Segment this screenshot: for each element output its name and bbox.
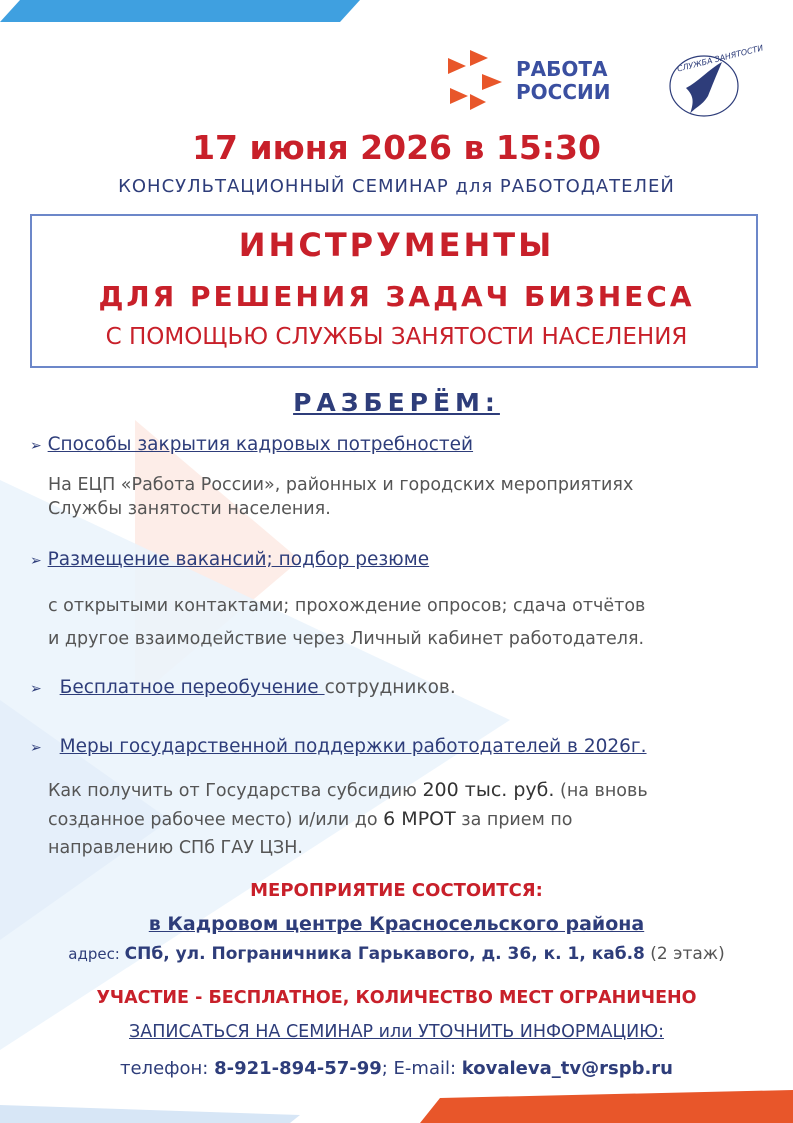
item-2-text-line-2: и другое взаимодействие через Личный кабинет работодателя. [48, 629, 645, 649]
sluzhba-logo-text: СЛУЖБА ЗАНЯТОСТИ [676, 43, 765, 74]
list-item-1-heading [30, 434, 473, 455]
item-2-text-line-1: с открытыми контактами; прохождение опросов; сдача отчётов [48, 596, 646, 616]
logo-text-line1: РАБОТА [516, 57, 608, 81]
item-4-title: Меры государственной поддержки работодателей в 2026г. [59, 736, 647, 757]
item-2-title: Размещение вакансий; подбор резюме [47, 549, 430, 570]
item-3-title-tail: сотрудников. [324, 677, 456, 698]
address-value: СПб, ул. Пограничника Гарькавого, д. 36, к. 1, каб.8 [124, 944, 645, 964]
list-item-2-heading [30, 549, 429, 570]
title-line-3: С ПОМОЩЬЮ СЛУЖБЫ ЗАНЯТОСТИ НАСЕЛЕНИЯ [105, 324, 688, 350]
item-2-text [48, 590, 778, 656]
email-label: ; E-mail: [381, 1058, 462, 1079]
item-1-text-line-1: На ЕЦП «Работа России», районных и городских мероприятиях [48, 475, 634, 495]
item-4-text-line-2 [48, 805, 788, 834]
item-4-line2-a: созданное рабочее место) и/или до [48, 810, 384, 830]
email-address[interactable]: kovaleva_tv@rspb.ru [461, 1058, 673, 1079]
subsidy-amount: 200 тыс. руб. [422, 779, 555, 801]
address-label: адрес: [68, 945, 125, 963]
list-item-3-heading [30, 677, 456, 698]
item-4-text [48, 776, 788, 862]
logo-text-line2: РОССИИ [516, 80, 611, 104]
event-heading: МЕРОПРИЯТИЕ СОСТОИТСЯ: [250, 880, 543, 901]
rabota-rossii-logo [442, 48, 622, 113]
item-3-title: Бесплатное переобучение [59, 677, 325, 698]
bullet-arrow-icon: ➢ [30, 438, 42, 454]
bullet-arrow-icon: ➢ [30, 681, 42, 697]
bullet-arrow-icon: ➢ [30, 740, 42, 756]
signup-link[interactable]: ЗАПИСАТЬСЯ НА СЕМИНАР или УТОЧНИТЬ ИНФОРМАЦИЮ: [129, 1022, 664, 1042]
section-heading: РАЗБЕРЁМ: [293, 388, 500, 417]
item-1-title: Способы закрытия кадровых потребностей [47, 434, 474, 455]
seminar-subtitle: КОНСУЛЬТАЦИОННЫЙ СЕМИНАР для РАБОТОДАТЕЛЕЙ [118, 176, 675, 197]
address-floor: (2 этаж) [644, 944, 725, 964]
participation-notice: УЧАСТИЕ - БЕСПЛАТНОЕ, КОЛИЧЕСТВО МЕСТ ОГРАНИЧЕНО [96, 988, 697, 1008]
item-4-line2-c: за прием по [455, 810, 573, 830]
title-line-2: ДЛЯ РЕШЕНИЯ ЗАДАЧ БИЗНЕСА [98, 280, 695, 313]
contacts [0, 1058, 793, 1079]
phone-label: телефон: [120, 1058, 215, 1079]
item-1-text [48, 472, 778, 523]
sluzhba-zanyatosti-logo [664, 43, 765, 118]
mrot-amount: 6 МРОТ [383, 808, 456, 830]
item-4-text-line-1 [48, 776, 788, 805]
bullet-arrow-icon: ➢ [30, 553, 42, 569]
event-date: 17 июня 2026 в 15:30 [192, 128, 601, 167]
phone-number[interactable]: 8-921-894-57-99 [214, 1058, 382, 1079]
item-4-text-line-3: направлению СПб ГАУ ЦЗН. [48, 838, 303, 858]
event-address [0, 944, 793, 964]
title-line-1: ИНСТРУМЕНТЫ [238, 226, 555, 264]
item-1-text-line-2: Службы занятости населения. [48, 499, 331, 519]
item-4-line1-a: Как получить от Государства субсидию [48, 781, 423, 801]
rabota-rossii-icon [442, 48, 508, 112]
item-4-line1-c: (на вновь [554, 781, 648, 801]
event-place: в Кадровом центре Красносельского района [148, 913, 645, 935]
list-item-4-heading [30, 736, 647, 757]
